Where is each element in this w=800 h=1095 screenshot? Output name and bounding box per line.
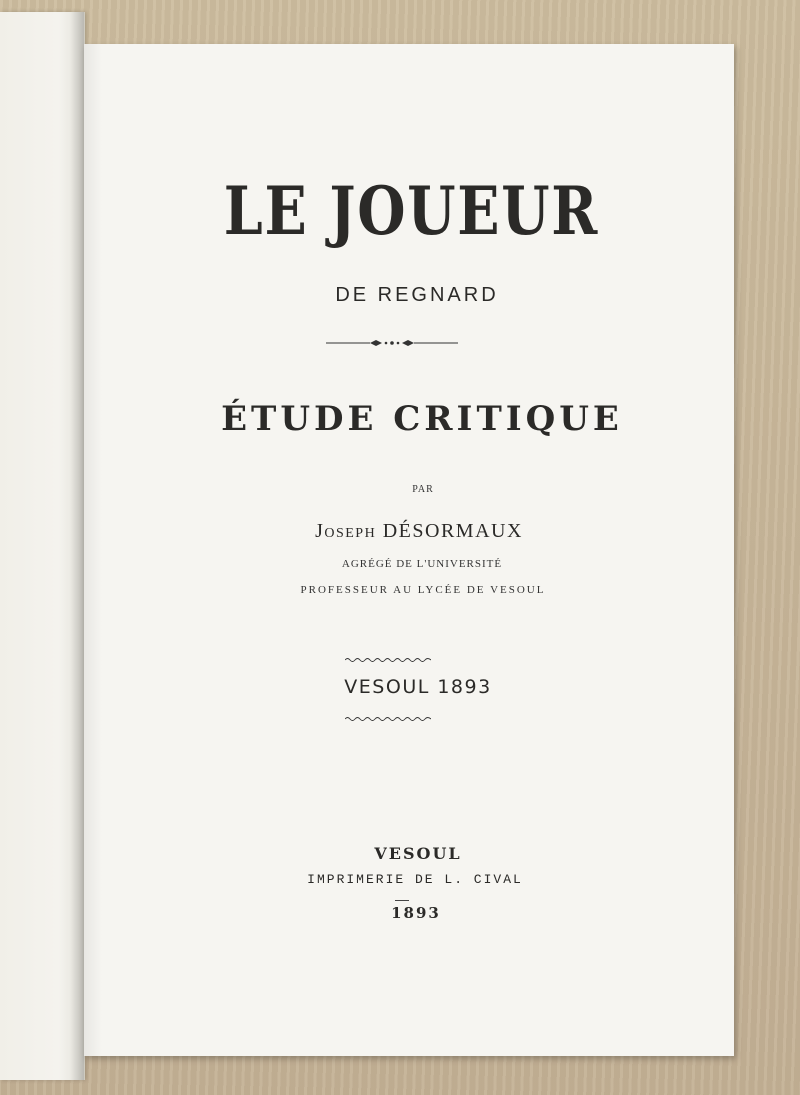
- book-subtitle: DE REGNARD: [335, 284, 499, 306]
- wavy-rule-bottom: [345, 716, 431, 722]
- wavy-rule-top: [345, 657, 431, 663]
- imprint-city: VESOUL: [374, 844, 462, 863]
- imprint-rule: [395, 900, 409, 901]
- title-page: [84, 44, 734, 1056]
- author-name: [84, 520, 734, 543]
- study-heading: ÉTUDE CRITIQUE: [221, 399, 623, 439]
- gutter-crease: [70, 12, 84, 1080]
- author-last-name: DÉSORMAUX: [382, 520, 523, 542]
- author-first-name: Joseph: [315, 520, 377, 542]
- imprint-year: 1893: [391, 904, 441, 922]
- author-credential-1: AGRÉGÉ DE L'UNIVERSITÉ: [341, 558, 503, 570]
- ornament-divider: [326, 338, 458, 348]
- by-label: PAR: [412, 484, 434, 495]
- book-title: LE JOUEUR: [223, 172, 600, 250]
- left-page: [0, 12, 85, 1080]
- imprint-printer: IMPRIMERIE DE L. CIVAL: [307, 872, 523, 887]
- author-credential-2: PROFESSEUR AU LYCÉE DE VESOUL: [300, 584, 546, 596]
- place-date: VESOUL 1893: [344, 676, 492, 698]
